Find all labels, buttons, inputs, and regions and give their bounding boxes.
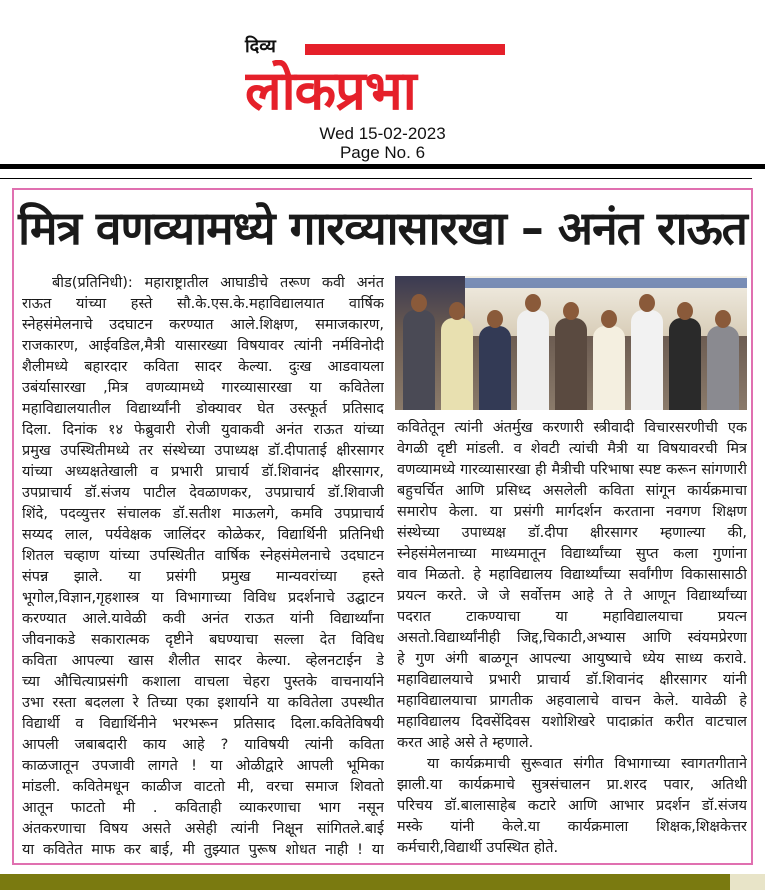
text-line: संस्थेच्या उपाध्यक्ष डॉ.दीपा क्षीरसागर म्हणाल्या की,	[397, 525, 747, 541]
text-line: परिचय डॉ.बालासाहेब कटारे आणि आभार प्रदर्शन डॉ.संजय	[397, 798, 747, 814]
event-photo	[395, 276, 747, 410]
photo-person	[631, 310, 663, 410]
photo-person	[555, 318, 587, 410]
text-line: स्नेहसंमेलनाचे उदघाटन करण्यात आले.शिक्षण, समाजकारण,	[22, 317, 384, 333]
text-line: कर्मचारी,विद्यार्थी उपस्थित होते.	[397, 840, 559, 856]
photo-person	[517, 310, 549, 410]
edition-date: Wed 15-02-2023	[319, 124, 446, 143]
text-line: असतो.विद्यार्थ्यांनीही जिद्द,चिकाटी,अभ्यास आणि स्वंयमप्रेरणा	[397, 630, 747, 646]
page-number: Page No. 6	[339, 143, 426, 162]
text-line: आपली जबाबदारी काय आहे ? याविषयी त्यांनी कविता	[22, 737, 384, 753]
text-line: पदरात टाकण्याचा या महाविद्यालयाचा प्रयत्न	[397, 609, 747, 625]
photo-person-head	[411, 294, 427, 312]
text-line: जीवनाकडे सकारात्मक दृष्टीने बघण्याचा सल्ला देत विविध	[22, 632, 384, 648]
photo-person-head	[677, 302, 693, 320]
photo-person	[441, 318, 473, 410]
footer-bar-end	[730, 874, 765, 890]
article-headline: मित्र वणव्यामध्ये गारव्यासारखा – अनंत राऊत	[18, 201, 747, 255]
text-line: च्या औचित्याप्रसंगी कशाला वाचला चेहरा पुस्तके वाचनार्याने	[22, 674, 384, 690]
newspaper-logo	[245, 36, 505, 124]
edition-info	[0, 124, 765, 162]
text-line: करण्यात आले.यावेळी कवी अनंत राऊत यांनी विद्यार्थ्यांना	[22, 611, 384, 627]
logo-bar	[305, 44, 505, 55]
text-line: वाव मिळतो. हे महाविद्यालय विद्यार्थ्यांच्या सर्वांगीण विकासासाठी	[397, 567, 747, 583]
photo-person-head	[563, 302, 579, 320]
text-line: आतून फाटतो मी . कविताही व्याकरणाचा भाग नसून	[22, 800, 384, 816]
text-line: महाविद्यालयाचे प्रभारी प्राचार्य डॉ.शिवानंद क्षीरसागर यांनी	[397, 672, 747, 688]
photo-person-head	[639, 294, 655, 312]
logo-main-text: लोकप्रभा	[245, 60, 416, 122]
text-line: बीड(प्रतिनिधी): महाराष्ट्रातील आघाडीचे तरूण कवी अनंत	[52, 275, 384, 291]
text-line: उभा रस्ता बदलला रे तिच्या एका इशार्याने या कवितेला उपस्थीत	[22, 695, 384, 711]
footer-bar	[0, 874, 730, 890]
text-line: महाविद्यालयातील विद्यार्थ्यांनी डोक्यावर घेत उस्त्फूर्त प्रतिसाद	[22, 401, 384, 417]
text-line: स्नेहसंमेलनाच्या माध्यमातून विद्यार्थ्यांच्या सुप्त कला गुणांना	[397, 546, 747, 562]
photo-person-head	[715, 310, 731, 328]
text-line: राऊत यांच्या हस्ते सौ.के.एस.के.महाविद्यालयात वार्षिक	[22, 296, 384, 312]
text-line: काळजातून उपजावी लागते ! या ओळीद्वारे आपली भूमिका	[22, 758, 384, 774]
text-line: या कवितेत माफ कर बाई, मी तुझ्यात पुरूष शोधत नाही ! या	[22, 842, 384, 858]
text-line: सय्यद लाल, पर्यवेक्षक जालिंदर कोळेकर, विद्यार्थिनी प्रतिनिधी	[22, 527, 384, 543]
divider-thin	[0, 178, 752, 179]
text-line: प्रमुख उपस्थितीमध्ये तर संस्थेच्या उपाध्यक्ष डॉ.दीपाताई क्षीरसागर	[22, 443, 384, 459]
text-line: शितल चव्हाण यांच्या उपस्थितीत वार्षिक स्नेहसंमेलनाचे उदघाटन	[22, 548, 384, 564]
text-line: बहुचर्चित आणि प्रसिध्द असलेली कविता सांगून कार्यक्रमाचा	[397, 483, 747, 499]
photo-person-head	[601, 310, 617, 328]
text-line: उपप्राचार्य डॉ.संजय पाटील देवळाणकर, उपप्राचार्य डॉ.शिवाजी	[22, 485, 384, 501]
text-line: वणव्यामध्ये गारव्यासारखा ही मैत्रीची परिभाषा स्पष्ट करून सांगणारी	[397, 462, 747, 478]
text-line: हे गुण अंगी बाळगून आपल्या आयुष्याचे ध्येय साध्य करावे.	[397, 651, 747, 667]
photo-person	[403, 310, 435, 410]
text-line: शिंदे, पदव्युत्तर संचालक डॉ.सतीश माऊलगे, कमवि उपप्राचार्य	[22, 506, 384, 522]
article-column-right	[397, 418, 747, 859]
text-line: महाविद्यालयाचा प्रागतीक अहवालाचे वाचन केले. यावेळी हे	[397, 693, 747, 709]
text-line: दिला. दिनांक १४ फेब्रुवारी रोजी युवाकवी अनंत राऊत यांच्या	[22, 422, 384, 438]
text-line: समारोप केला. या प्रसंगी मार्गदर्शन करताना नवगण शिक्षण	[397, 504, 747, 520]
text-line: कविता आपल्या खास शैलीत सादर केल्या. व्हेलनटाईन डे	[22, 653, 384, 669]
text-line: शैलीमध्ये बहारदार कविता सादर केल्या. दुःख आडवायला	[22, 359, 384, 375]
text-line: विद्यार्थी व विद्यार्थिनीने भरभरून प्रतिसाद दिला.कवितेविषयी	[22, 716, 384, 732]
photo-person	[669, 318, 701, 410]
photo-person-head	[449, 302, 465, 320]
text-line: या कार्यक्रमाची सुरूवात संगीत विभागाच्या स्वागतगीताने	[427, 756, 747, 772]
text-line: उबंर्यासारखा ,मित्र वणव्यामध्ये गारव्यासारखा या कवितेला	[22, 380, 384, 396]
photo-person	[593, 326, 625, 410]
text-line: झाली.या कार्यक्रमाचे सुत्रसंचालन प्रा.शरद पवार, अतिथी	[397, 777, 747, 793]
text-line: मांडली. कवितेमधून काळीज वाटतो मी, वरचा समाज शिवतो	[22, 779, 384, 795]
photo-person	[707, 326, 739, 410]
logo-small-text: दिव्य	[245, 36, 276, 57]
text-line: राजकारण, आईवडिल,मैत्री यासारख्या विषयावर त्यांनी नर्मविनोदी	[22, 338, 384, 354]
photo-person-head	[487, 310, 503, 328]
text-line: प्रयत्न करते. जे जे सर्वोत्तम आहे ते ते आणून विद्यार्थ्यांच्या	[397, 588, 747, 604]
text-line: अंतकरणाचा विषय असते असेही त्यांनी निक्षून सांगितले.बाई	[22, 821, 384, 837]
text-line: संपन्न झाले. या प्रसंगी प्रमुख मान्यवरांच्या हस्ते	[22, 569, 384, 585]
text-line: मस्के यांनी केले.या कार्यक्रमाला शिक्षक,शिक्षकेत्तर	[397, 819, 747, 835]
article-column-left	[22, 273, 384, 861]
text-line: यांच्या अध्यक्षतेखाली व प्रभारी प्राचार्य डॉ.शिवानंद क्षीरसागर,	[22, 464, 384, 480]
text-line: भूगोल,विज्ञान,गृहशास्त्र या विभागाच्या विविध प्रदर्शनाचे उद्घाटन	[22, 590, 384, 606]
photo-person	[479, 326, 511, 410]
text-line: करत आहे असे ते म्हणाले.	[397, 735, 534, 751]
photo-person-head	[525, 294, 541, 312]
text-line: कवितेतून त्यांनी अंतर्मुख करणारी स्त्रीवादी विचारसरणीची एक	[397, 420, 747, 436]
divider-thick	[0, 164, 765, 169]
text-line: महाविद्यालय दिवसेंदिवस यशोशिखरे पादाक्रांत करीत वाटचाल	[397, 714, 747, 730]
text-line: वेगळी दृष्टी मांडली. व शेवटी त्यांची मैत्री या विषयावरची मित्र	[397, 441, 747, 457]
